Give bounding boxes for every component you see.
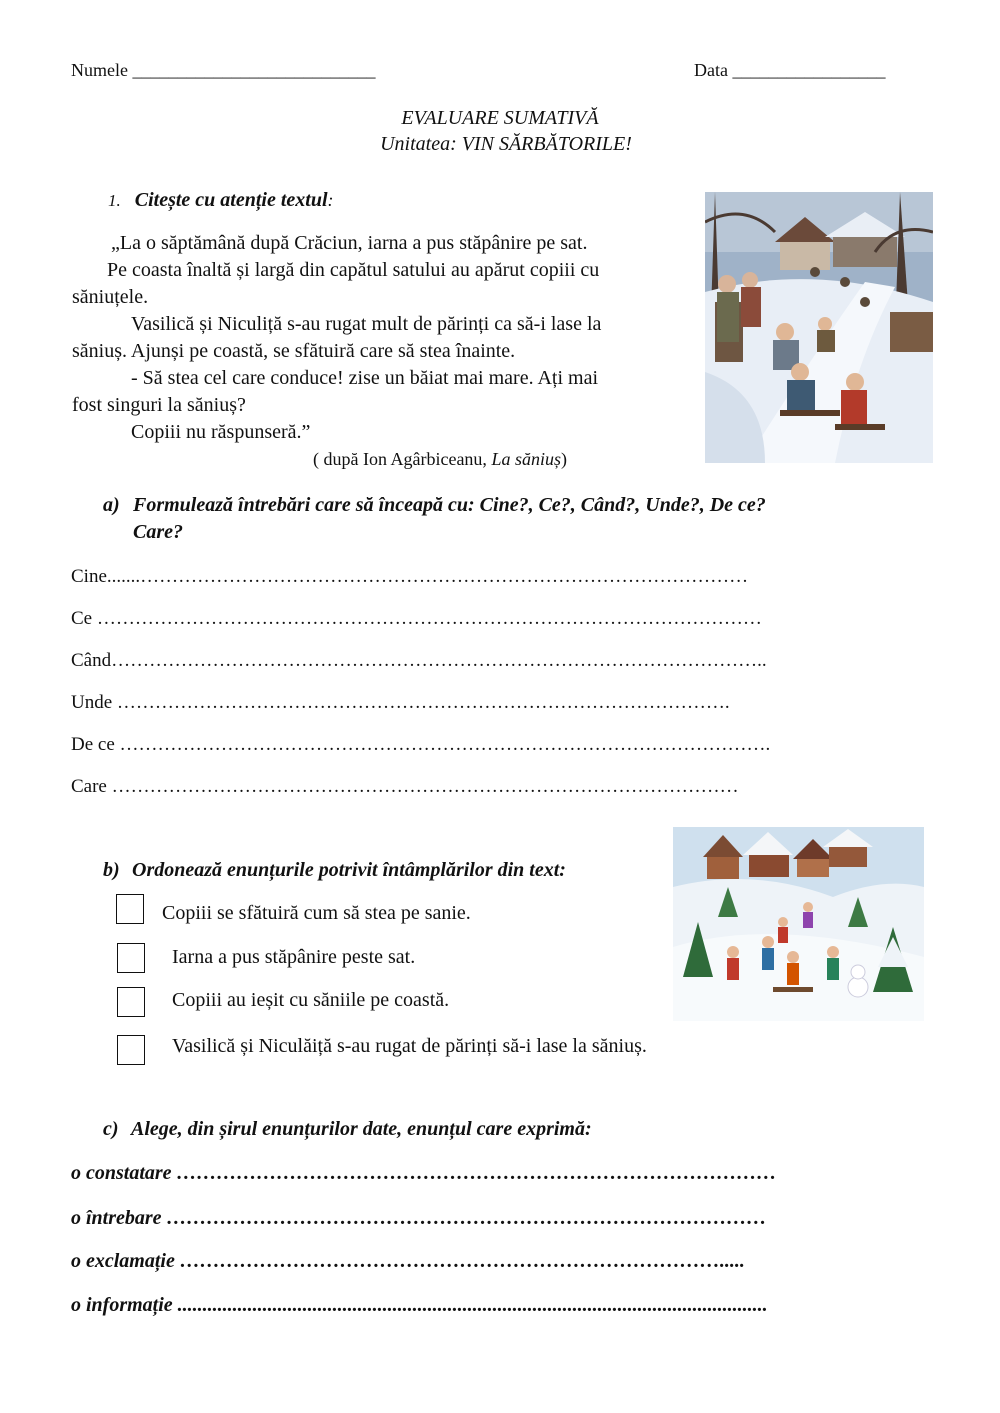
source-close: ) [560, 449, 567, 469]
village-illustration [673, 827, 924, 1021]
part-b-label: b) [103, 859, 120, 881]
part-c-label: c) [103, 1118, 119, 1140]
part-c-instruction: Alege, din șirul enunțurilor date, enunțul care exprimă: [131, 1118, 592, 1140]
exercise-1-heading [108, 189, 334, 212]
text-line: săniuș. Ajunși pe coastă, se sfătuiră care să stea înainte. [72, 340, 516, 362]
answer-line-cand[interactable]: Când………………………………………………………………………………………….. [71, 650, 767, 671]
text-line: fost singuri la săniuș? [72, 394, 246, 416]
name-field[interactable]: ___________________________ [132, 60, 376, 80]
answer-intrebare[interactable]: o întrebare ……………………………………………………………………………… [71, 1207, 767, 1229]
text-line: „La o săptămână după Crăciun, iarna a pus stăpânire pe sat. [111, 232, 588, 254]
text-line: Pe coasta înaltă și largă din capătul satului au apărut copiii cu [107, 259, 600, 281]
exercise-instruction: Citește cu atenție textul [134, 189, 328, 211]
answer-line-cine[interactable]: Cine.......…………………………………………………………………………………… [71, 566, 749, 587]
date-label: Data [694, 60, 728, 80]
answer-constatare[interactable]: o constatare ……………………………………………………………………………… [71, 1162, 777, 1184]
order-checkbox[interactable] [116, 894, 144, 924]
order-option: Copiii se sfătuiră cum să stea pe sanie. [162, 902, 471, 924]
answer-line-ce[interactable]: Ce …………………………………………………………………………………………… [71, 608, 762, 629]
part-a-label: a) [103, 494, 120, 516]
text-line: - Să stea cel care conduce! zise un băiat mai mare. Ați mai [131, 367, 599, 389]
order-checkbox[interactable] [117, 943, 145, 973]
part-a-instruction-cont: Care? [133, 521, 183, 543]
name-row [71, 60, 375, 81]
text-source [313, 449, 567, 470]
sledding-illustration [705, 192, 933, 463]
exercise-colon: : [327, 190, 334, 210]
order-option: Vasilică și Niculăiță s-au rugat de părinți să-i lase la săniuș. [172, 1035, 647, 1057]
text-line: Copiii nu răspunseră.” [131, 421, 311, 443]
answer-line-care[interactable]: Care ……………………………………………………………………………………… [71, 776, 739, 797]
source-author: ( după Ion Agârbiceanu, [313, 449, 487, 469]
order-option: Copiii au ieșit cu săniile pe coastă. [172, 989, 450, 1011]
exercise-number: 1. [108, 191, 121, 210]
text-line: săniuțele. [72, 286, 149, 308]
answer-line-de-ce[interactable]: De ce …………………………………………………………………………………………. [71, 734, 771, 755]
order-option: Iarna a pus stăpânire peste sat. [172, 946, 416, 968]
order-checkbox[interactable] [117, 1035, 145, 1065]
date-field[interactable]: _________________ [732, 60, 886, 80]
part-a-instruction: Formulează întrebări care să înceapă cu: Cine?, Ce?, Când?, Unde?, De ce? [133, 494, 766, 516]
title-line1: EVALUARE SUMATIVĂ [401, 107, 599, 129]
part-b-instruction: Ordonează enunțurile potrivit întâmplărilor din text: [132, 859, 566, 881]
title-line2: Unitatea: VIN SĂRBĂTORILE! [380, 133, 632, 155]
name-label: Numele [71, 60, 128, 80]
answer-exclamatie[interactable]: o exclamație ………………………………………………………………………..... [71, 1250, 745, 1272]
text-line: Vasilică și Niculiță s-au rugat mult de părinți ca să-i lase la [131, 313, 602, 335]
answer-informatie[interactable]: o informație ...................................................................................................................... [71, 1294, 768, 1316]
date-row [694, 60, 885, 81]
order-checkbox[interactable] [117, 987, 145, 1017]
source-title: La săniuș [491, 449, 561, 469]
answer-line-unde[interactable]: Unde ……………………………………………………………………………………. [71, 692, 730, 713]
